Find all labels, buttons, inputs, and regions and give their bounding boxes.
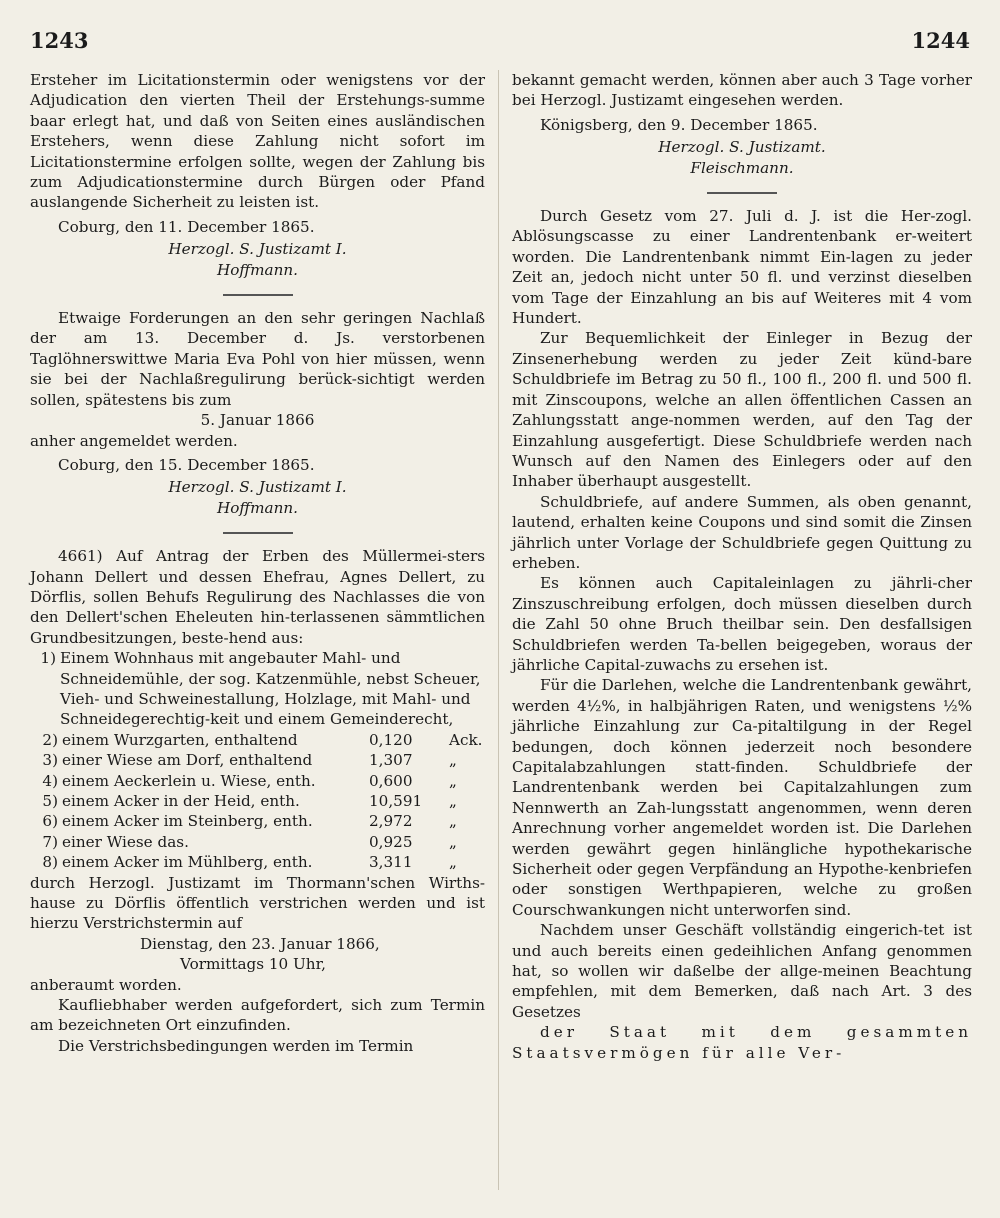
property-area: 10,591 <box>369 792 423 810</box>
property-number: 6) <box>42 812 58 831</box>
property-list <box>30 730 485 873</box>
notice-paragraph: Für die Darlehen, welche die Landrentenbank gewährt, werden 4½%, in halbjährigen Raten, und wenigstens ½% jährliche Einzahlung zur Ca-pitaltilgung in der Regel bedungen, doch können jederzeit noch besondere Capitalabzahlungen statt-finden. Schuldbriefe der Landrentenbank werden bei Capitalzahlungen zum Nennwerth an Zah-lungsstatt angenommen, wenn deren Anrechnung vorher angemeldet worden ist. Die Darlehen werden gewährt gegen hinlängliche hypothekarische Sicherheit oder gegen Verpfändung an Hypothe-kenbriefen oder sonstigen Werthpapieren, welche zu großen Courschwankungen nicht unterworfen sind. <box>512 676 972 919</box>
page-number-right: 1244 <box>911 28 970 53</box>
notice-paragraph: Kaufliebhaber werden aufgefordert, sich zum Termin am bezeichneten Ort einzufinden. <box>30 996 485 1035</box>
column-divider <box>498 70 499 1190</box>
property-row <box>30 852 485 872</box>
property-row <box>30 730 485 750</box>
property-unit: „ <box>449 751 457 770</box>
property-unit: „ <box>449 792 457 810</box>
property-row <box>30 750 485 770</box>
property-row <box>30 811 485 831</box>
property-area: 2,972 <box>369 812 413 831</box>
notice-date: Coburg, den 11. December 1865. <box>58 217 315 236</box>
property-number: 7) <box>42 832 58 851</box>
notice-text: bekannt gemacht werden, können aber auch 3 Tage vorher bei Herzogl. Justizamt eingesehen werden. <box>512 71 972 110</box>
notice-separator <box>223 532 293 534</box>
notice-signer: Hoffmann. <box>217 498 298 517</box>
property-description: einer Wiese am Dorf, enthaltend <box>62 751 313 770</box>
notice-continuation: durch Herzogl. Justizamt im Thormann'schen Wirths-hause zu Dörflis öffentlich verstrichen werden und ist hierzu Verstrichstermin auf <box>30 873 485 933</box>
property-area: 0,120 <box>369 730 413 749</box>
notice-paragraph: Zur Bequemlichkeit der Einleger in Bezug der Zinsenerhebung werden zu jeder Zeit künd-bare Schuldbriefe im Betrag zu 50 fl., 100 fl., 200 fl. und 500 fl. mit Zinscoupons, welche an allen öffentlichen Cassen an Zahlungsstatt ange-nommen werden, auf den Tag der Einzahlung ausgefertigt. Diese Schuldbriefe werden nach Wunsch auf den Namen des Einlegers oder auf den Inhaber überhaupt ausgestellt. <box>512 329 972 491</box>
property-area: 0,925 <box>369 832 413 851</box>
property-area: 0,600 <box>369 771 413 790</box>
notice-office: Herzogl. S. Justizamt. <box>658 138 826 157</box>
notice-separator <box>223 294 293 296</box>
notice-after: anberaumt worden. <box>30 975 182 994</box>
property-row <box>30 832 485 852</box>
notice-paragraph: Die Verstrichsbedingungen werden im Termin <box>58 1036 414 1055</box>
property-description: einem Wurzgarten, enthaltend <box>62 730 298 749</box>
notice-after: anher angemeldet werden. <box>30 431 238 450</box>
notice-text: Ersteher im Licitationstermin oder wenigstens vor der Adjudication den vierten Theil der Erstehungs-summe baar erlegt hat, und daß von Seiten eines ausländischen Erstehers, wenn diese Zahlung nicht sofort im Licitationstermine erfolgen sollte, wegen der Zahlung bis zum Adjudicationstermine durch Bürgen oder Pfand auslangende Sicherheit zu leisten ist. <box>30 71 485 212</box>
property-number: 3) <box>42 751 58 770</box>
notice-signer: Hoffmann. <box>217 260 298 279</box>
notice-auction-terms <box>30 70 485 280</box>
notice-deadline: 5. Januar 1866 <box>200 411 315 430</box>
property-unit: Ack. <box>449 730 483 749</box>
property-description: einem Aeckerlein u. Wiese, enth. <box>62 771 316 790</box>
notice-date: Königsberg, den 9. December 1865. <box>540 115 818 134</box>
property-description: Einem Wohnhaus mit angebauter Mahl- und Schneidemühle, der sog. Katzenmühle, nebst Scheuer, Vieh- und Schweinestallung, Holzlage, mit Mahl- und Schneidegerechtig-keit und einem Gemeinderecht, <box>60 649 481 729</box>
right-column <box>512 70 972 1063</box>
property-item <box>30 648 485 730</box>
notice-signer: Fleischmann. <box>690 158 794 177</box>
auction-date: Dienstag, den 23. Januar 1866, <box>140 934 380 953</box>
notice-separator <box>707 192 777 194</box>
notice-estate-claims <box>30 308 485 518</box>
notice-landrentenbank <box>512 206 972 1063</box>
notice-paragraph: Nachdem unser Geschäft vollständig eingerich-tet ist und auch bereits einen gedeihlichen Anfang genommen hat, so wollen wir daßelbe der allge-meinen Beachtung empfehlen, mit dem Bemerken, daß nach Art. 3 des Gesetzes <box>512 921 972 1021</box>
property-unit: „ <box>449 853 457 872</box>
notice-text: Etwaige Forderungen an den sehr geringen Nachlaß der am 13. December d. Js. verstorbenen Taglöhnerswittwe Maria Eva Pohl von hier müssen, wenn sie bei der Nachlaßregulirung berück-sichtigt werden sollen, spätestens bis zum <box>30 309 485 409</box>
property-description: einem Acker im Steinberg, enth. <box>62 812 313 831</box>
property-description: einer Wiese das. <box>62 832 189 851</box>
property-unit: „ <box>449 832 457 851</box>
property-unit: „ <box>449 771 457 790</box>
notice-office: Herzogl. S. Justizamt I. <box>168 240 347 259</box>
page-number-left: 1243 <box>30 28 89 53</box>
notice-paragraph-spaced: der Staat mit dem gesammten Staatsvermögen für alle Ver- <box>512 1023 972 1062</box>
property-row <box>30 791 485 811</box>
property-row <box>30 771 485 791</box>
notice-intro: 4661) Auf Antrag der Erben des Müllermei-sters Johann Dellert und dessen Ehefrau, Agnes Dellert, zu Dörflis, sollen Behufs Regulirung des Nachlasses die von den Dellert'schen Eheleuten hin-terlassenen sämmtlichen Grundbesitzungen, beste-hend aus: <box>30 547 485 647</box>
property-area: 1,307 <box>369 751 413 770</box>
notice-office: Herzogl. S. Justizamt I. <box>168 478 347 497</box>
notice-paragraph: Durch Gesetz vom 27. Juli d. J. ist die Her-zogl. Ablösungscasse zu einer Landrentenbank er-weitert worden. Die Landrentenbank nimmt Ein-lagen zu jeder Zeit an, jedoch nicht unter 50 fl. und verzinst dieselben vom Tage der Einzahlung an bis auf Weiteres mit 4 vom Hundert. <box>512 207 972 328</box>
property-number: 4) <box>42 771 58 790</box>
property-description: einem Acker im Mühlberg, enth. <box>62 853 313 872</box>
notice-mill-auction <box>30 546 485 1056</box>
notice-auction-continued <box>512 70 972 178</box>
auction-time: Vormittags 10 Uhr, <box>180 955 326 974</box>
property-number: 2) <box>42 730 58 749</box>
property-number: 8) <box>42 853 58 872</box>
property-number: 5) <box>42 792 58 810</box>
property-unit: „ <box>449 812 457 831</box>
notice-paragraph: Es können auch Capitaleinlagen zu jährli-cher Zinszuschreibung erfolgen, doch müssen dieselben durch die Zahl 50 ohne Bruch theilbar sein. Den desfallsigen Schuldbriefen werden Ta-bellen beigegeben, woraus der jährliche Capital-zuwachs zu ersehen ist. <box>512 574 972 674</box>
property-description: einem Acker in der Heid, enth. <box>62 792 300 810</box>
property-number: 1) <box>40 649 56 668</box>
notice-paragraph: Schuldbriefe, auf andere Summen, als oben genannt, lautend, erhalten keine Coupons und sind somit die Zinsen jährlich unter Vorlage der Schuldbriefe gegen Quittung zu erheben. <box>512 492 972 572</box>
left-column <box>30 70 485 1056</box>
property-area: 3,311 <box>369 853 413 872</box>
notice-date: Coburg, den 15. December 1865. <box>58 455 315 474</box>
